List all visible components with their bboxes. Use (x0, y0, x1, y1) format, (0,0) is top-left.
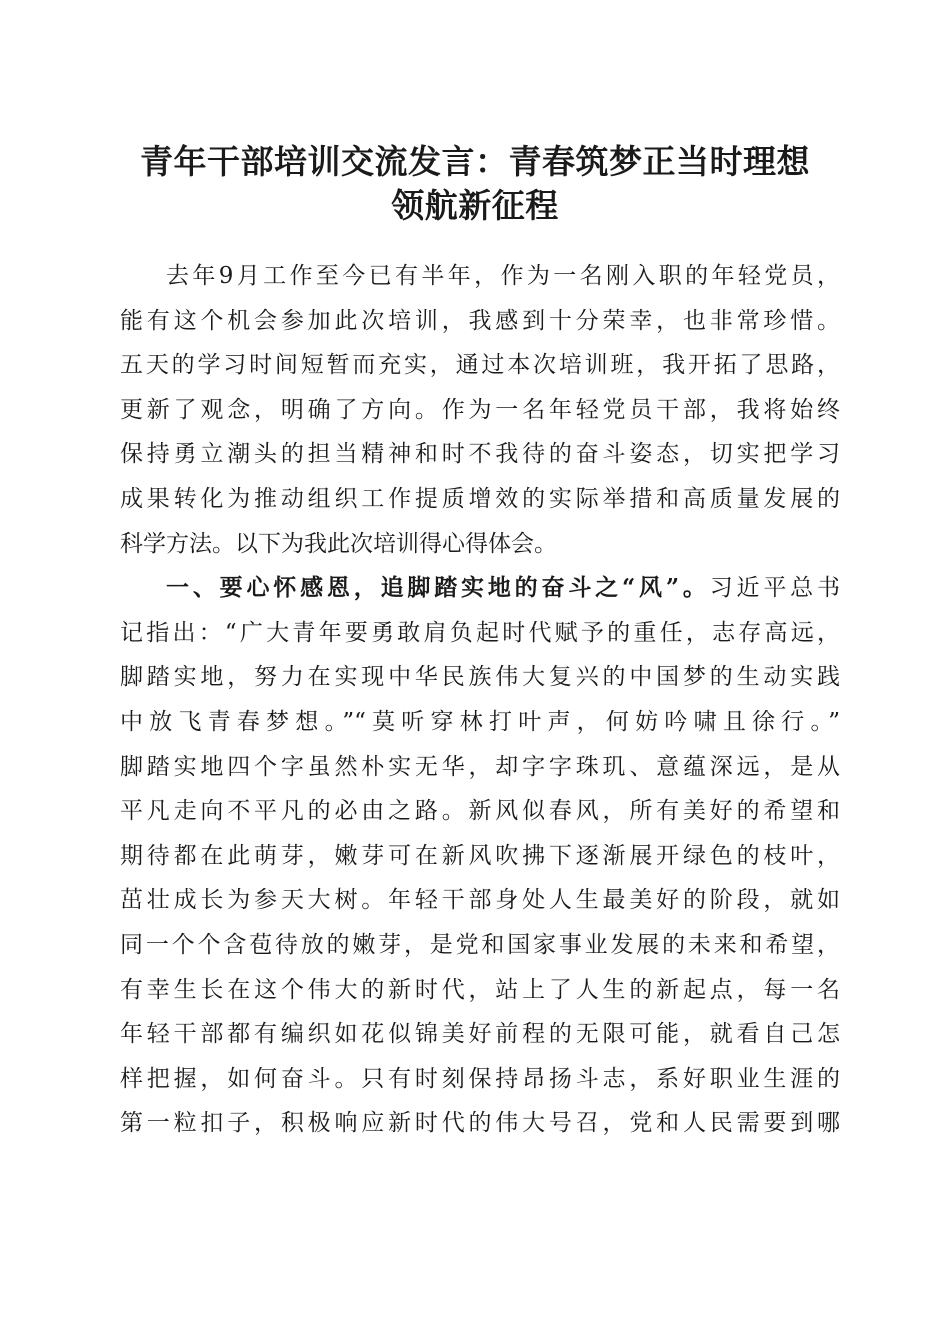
paragraph-line: 中放飞青春梦想。”“莫听穿林打叶声，何妨吟啸且徐行。” (120, 708, 840, 735)
title-line-1: 青年干部培训交流发言：青春筑梦正当时理想 (140, 142, 810, 181)
paragraph-line: 有幸生长在这个伟大的新时代，站上了人生的新起点，每一名 (120, 976, 840, 1003)
paragraph-line: 脚踏实地，努力在实现中华民族伟大复兴的中国梦的生动实践 (120, 664, 840, 691)
paragraph-line: 同一个个含苞待放的嫩芽，是党和国家事业发展的未来和希望， (120, 931, 840, 958)
paragraph-line: 样把握，如何奋斗。只有时刻保持昂扬斗志，系好职业生涯的 (120, 1065, 840, 1092)
paragraph-line: 能有这个机会参加此次培训，我感到十分荣幸，也非常珍惜。 (120, 307, 840, 334)
paragraph-line: 脚踏实地四个字虽然朴实无华，却字字珠玑、意蕴深远，是从 (120, 753, 840, 780)
paragraph-line: 去年9月工作至今已有半年，作为一名刚入职的年轻党员， (166, 263, 840, 289)
paragraph-line: 更新了观念，明确了方向。作为一名年轻党员干部，我将始终 (120, 396, 840, 423)
document-title (100, 140, 850, 228)
paragraph-line: 科学方法。以下为我此次培训得心得体会。 (120, 530, 557, 557)
paragraph-intro (120, 254, 840, 566)
paragraph-line: 年轻干部都有编织如花似锦美好前程的无限可能，就看自己怎 (120, 1021, 840, 1048)
paragraph-line: 成果转化为推动组织工作提质增效的实际举措和高质量发展的 (120, 485, 840, 512)
paragraph-line: 平凡走向不平凡的必由之路。新风似春风，所有美好的希望和 (120, 798, 840, 825)
title-line-2: 领航新征程 (391, 186, 559, 225)
document-body (120, 254, 840, 1146)
paragraph-line: 保持勇立潮头的担当精神和时不我待的奋斗姿态，切实把学习 (120, 441, 840, 468)
paragraph-line: 记指出：“广大青年要勇敢肩负起时代赋予的重任，志存高远， (120, 619, 840, 646)
paragraph-section-one (120, 566, 840, 1146)
paragraph-line: 期待都在此萌芽，嫩芽可在新风吹拂下逐渐展开绿色的枝叶， (120, 842, 840, 869)
paragraph-line: 茁壮成长为参天大树。年轻干部身处人生最美好的阶段，就如 (120, 887, 840, 914)
section-heading: 一、要心怀感恩，追脚踏实地的奋斗之“风”。 (166, 574, 710, 602)
section-first-line-rest: 习近平总书 (709, 575, 841, 602)
paragraph-line: 五天的学习时间短暂而充实，通过本次培训班，我开拓了思路， (120, 352, 840, 379)
section-first-line (120, 566, 840, 611)
paragraph-line: 第一粒扣子，积极响应新时代的伟大号召，党和人民需要到哪 (120, 1110, 840, 1137)
